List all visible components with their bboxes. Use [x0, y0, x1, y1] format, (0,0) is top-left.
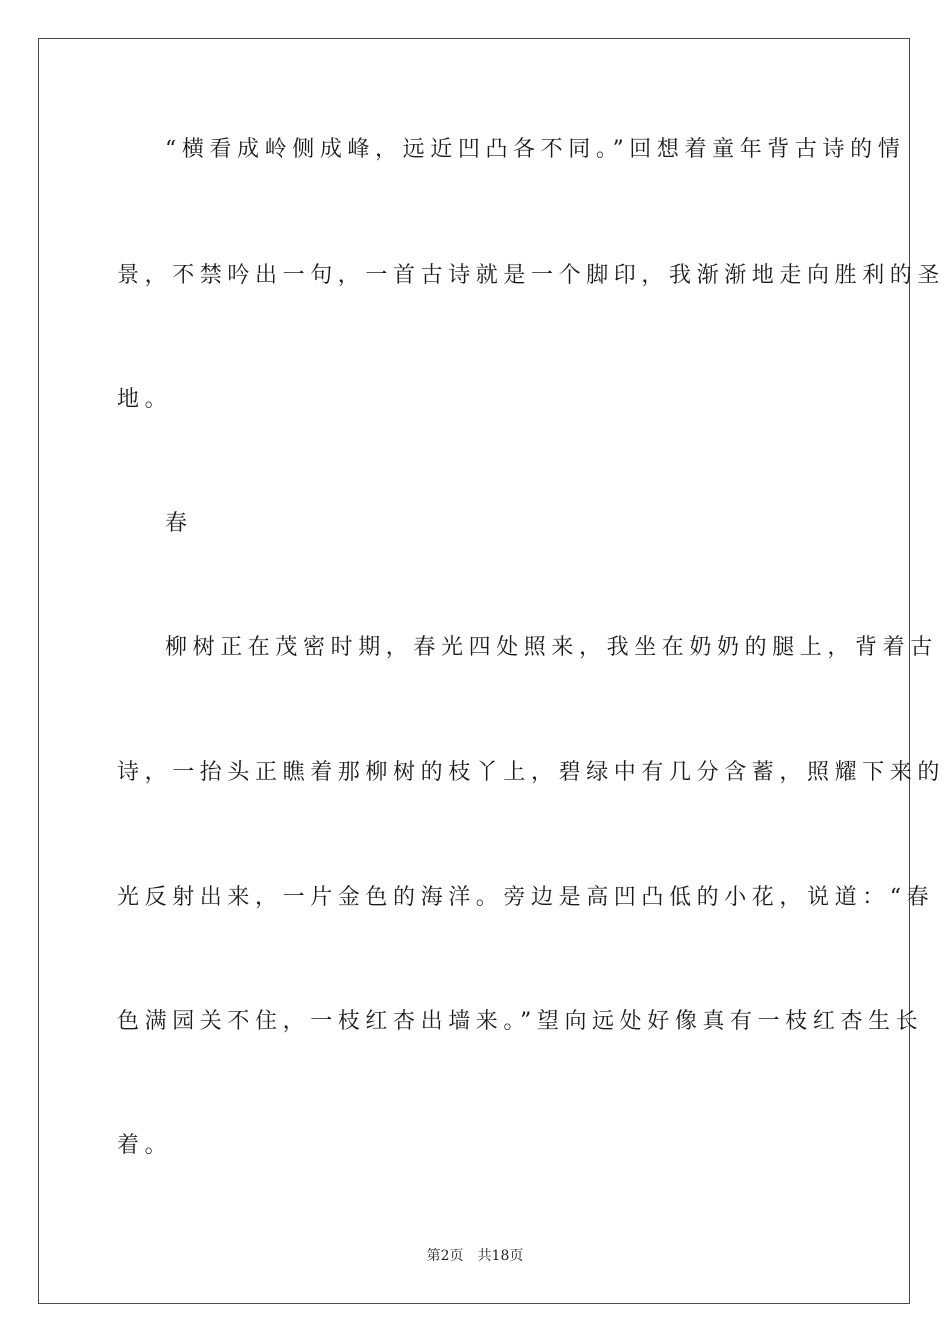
page-border [38, 38, 946, 1304]
paragraph-line: 色满园关不住，一枝红杏出墙来。”望向远处好像真有一枝红杏生长 [117, 1009, 924, 1034]
paragraph-line: 光反射出来，一片金色的海洋。旁边是高凹凸低的小花，说道：“春 [117, 885, 935, 910]
paragraph-line: “横看成岭侧成峰，远近凹凸各不同。”回想着童年背古诗的情 [165, 137, 906, 162]
paragraph-line: 柳树正在茂密时期，春光四处照来，我坐在奶奶的腿上，背着古 [165, 635, 938, 660]
page-footer [0, 1246, 950, 1266]
paragraph-line: 着。 [117, 1133, 173, 1158]
page-total: 共18页 [477, 1248, 524, 1264]
page-number: 第2页 [426, 1248, 464, 1264]
paragraph-line: 景，不禁吟出一句，一首古诗就是一个脚印，我渐渐地走向胜利的圣 [117, 263, 946, 288]
paragraph-line: 诗，一抬头正瞧着那柳树的枝丫上，碧绿中有几分含蓄，照耀下来的 [117, 760, 946, 785]
paragraph-line: 地。 [117, 387, 173, 412]
section-heading: 春 [165, 511, 193, 536]
